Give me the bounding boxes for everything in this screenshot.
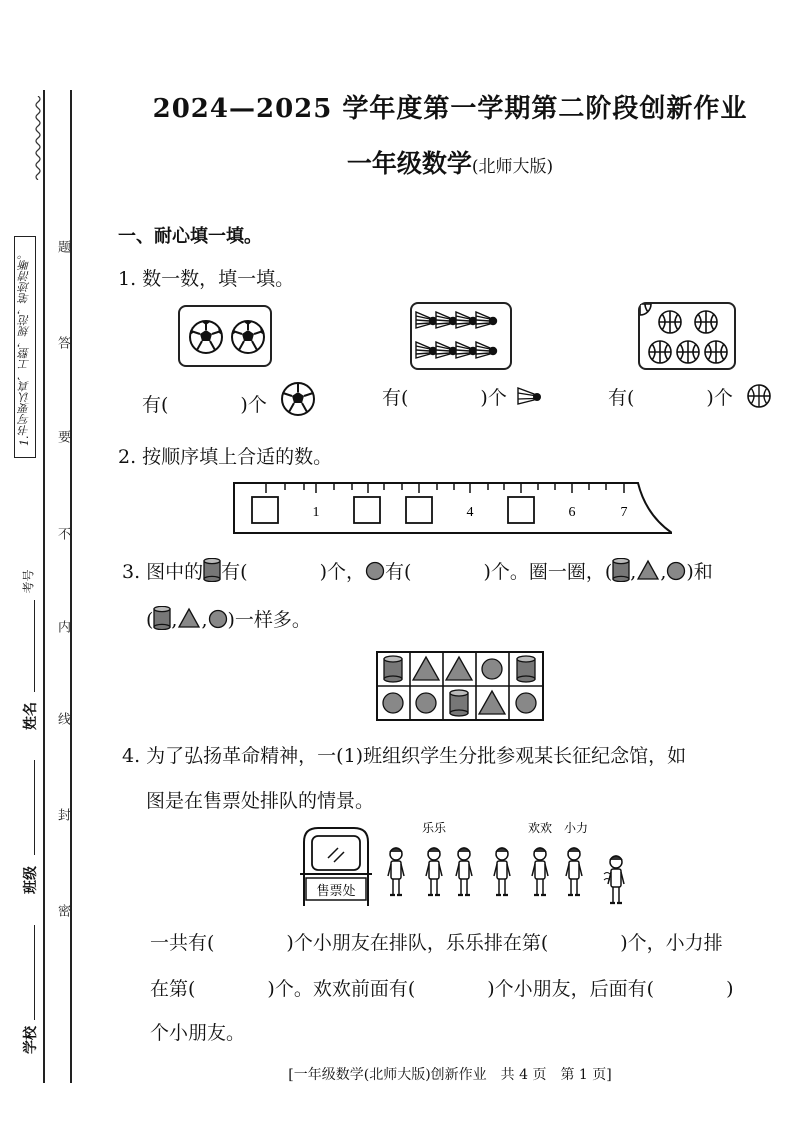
seal-char-yao: 要 [55, 430, 70, 443]
ruler-number-4: 4 [466, 505, 474, 520]
q1-answer-basketball: 有( )个 [608, 387, 733, 409]
queue-illustration [298, 818, 638, 908]
name-line [34, 600, 35, 692]
soccer-ball-icon [280, 381, 316, 417]
worksheet-subtitle [150, 144, 750, 180]
ticket-booth-label: 售票处 [316, 884, 356, 899]
cylinder-icon [203, 558, 221, 582]
triangle-icon [177, 607, 201, 629]
q1-answer-soccer: 有( )个 [142, 394, 267, 416]
q3-line2: ( , , )一样多。 [146, 605, 311, 632]
circle-icon [365, 561, 385, 581]
q4-fill-line1: 一共有( )个小朋友在排队，乐乐排在第( )个，小力排 [150, 932, 723, 954]
number-ruler [232, 481, 672, 537]
circle-icon [208, 609, 228, 629]
q1-label: 1. 数一数，填一填。 [118, 268, 295, 290]
name-label: 姓名 [23, 702, 39, 730]
ruler-blank-2[interactable] [354, 497, 380, 523]
ruler-number-6: 6 [568, 505, 576, 520]
triangle-icon [636, 559, 660, 581]
ruler-number-7: 7 [620, 505, 628, 520]
cylinder-icon [153, 606, 171, 630]
soccer-ball-box [178, 305, 272, 367]
class-line [34, 760, 35, 855]
q1-answer-shuttlecock: 有( )个 [382, 387, 507, 409]
worksheet-title: 2024—2025 学年度第一学期第二阶段创新作业 [152, 94, 748, 124]
edition-label: (北师大版) [471, 157, 554, 177]
writing-notice: 1.书写要认真、工整，规范，笔迹清晰。 [14, 236, 36, 458]
seal-char-bu: 不 [55, 527, 70, 540]
basketball-box [638, 302, 736, 370]
cylinder-icon [612, 558, 630, 582]
name-lele: 乐乐 [421, 821, 447, 835]
class-label: 班级 [23, 866, 39, 894]
binding-line-inner [70, 90, 72, 1083]
seal-char-nei: 内 [55, 620, 70, 633]
ruler-blank-5[interactable] [508, 497, 534, 523]
shuttlecock-box [410, 302, 512, 370]
seal-char-mi: 密 [55, 904, 70, 917]
seal-char-ti: 题 [55, 240, 70, 253]
soccer-ball-icon [188, 319, 224, 355]
school-line [34, 925, 35, 1020]
ruler-number-1: 1 [312, 505, 320, 520]
ruler-blank-0[interactable] [252, 497, 278, 523]
seal-char-da: 答 [55, 336, 70, 349]
name-xiaoli: 小力 [563, 821, 589, 835]
circle-icon [666, 561, 686, 581]
q4-line2: 图是在售票处排队的情景。 [146, 790, 375, 812]
q3-line1: 3. 图中的 有( )个， 有( )个。圈一圈，( , , )和 [122, 557, 713, 584]
q4-line1: 4. 为了弘扬革命精神，一(1)班组织学生分批参观某长征纪念馆，如 [122, 745, 687, 767]
school-label: 学校 [23, 1026, 39, 1054]
exam-number-label: 考号 [21, 569, 36, 594]
q2-label: 2. 按顺序填上合适的数。 [118, 446, 333, 468]
shape-grid [376, 651, 544, 721]
binding-line-outer [43, 90, 45, 1083]
shuttlecock-icon [516, 384, 544, 408]
soccer-ball-icon [230, 319, 266, 355]
page-footer: [一年级数学(北师大版)创新作业 共 4 页 第 1 页] [288, 1067, 612, 1083]
wave-decoration [33, 96, 43, 180]
q4-fill-line3: 个小朋友。 [150, 1022, 246, 1044]
name-huanhuan: 欢欢 [527, 821, 553, 835]
basketball-icon [746, 383, 772, 409]
seal-char-xian: 线 [55, 712, 70, 725]
section-heading: 一、耐心填一填。 [118, 226, 262, 247]
basketball-icons [640, 304, 736, 370]
ruler-blank-3[interactable] [406, 497, 432, 523]
q4-fill-line2: 在第( )个。欢欢前面有( )个小朋友，后面有( ) [150, 978, 734, 1000]
seal-char-feng: 封 [55, 808, 70, 821]
subject-grade: 一年级数学 [346, 149, 472, 178]
shuttlecock-icons [412, 304, 512, 370]
